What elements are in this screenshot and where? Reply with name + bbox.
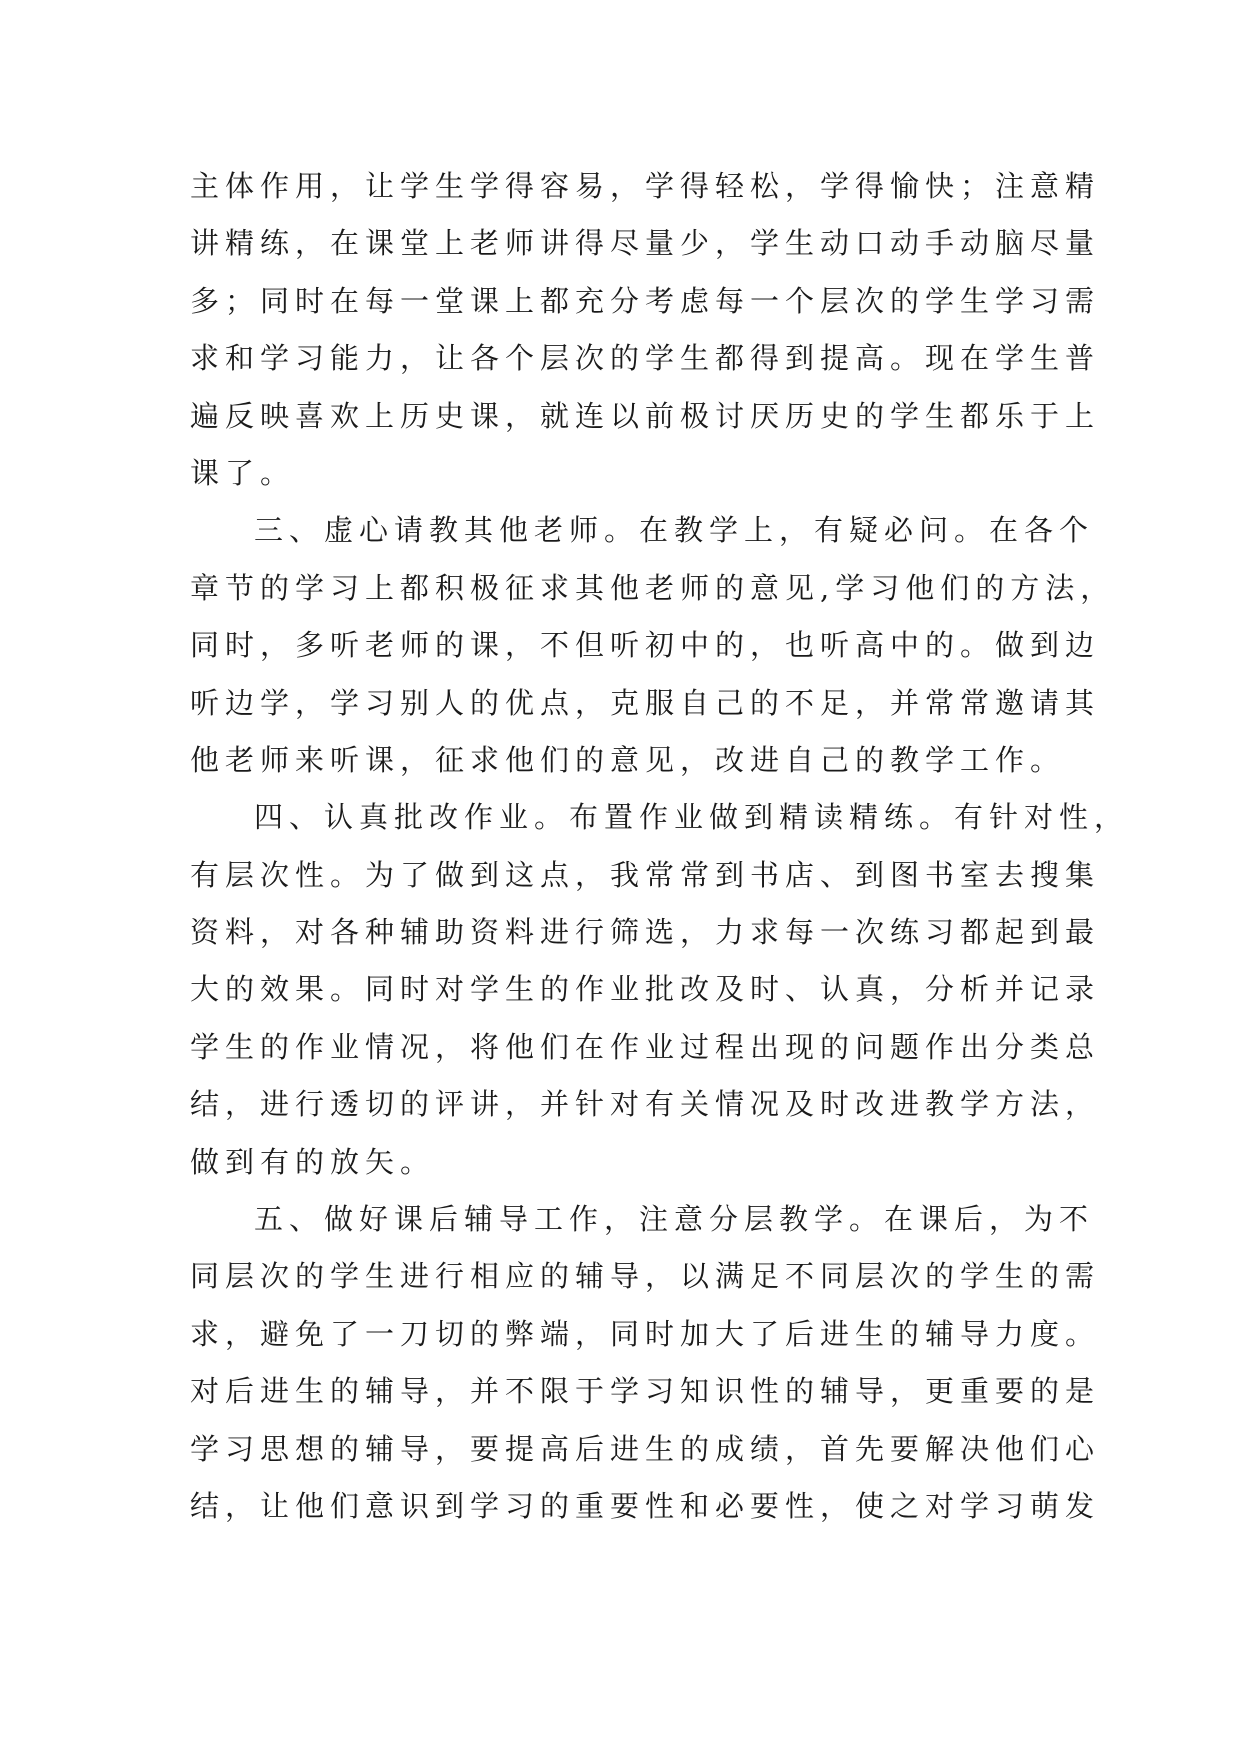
text-line: 结，让他们意识到学习的重要性和必要性，使之对学习萌发 [190, 1488, 1101, 1523]
text-line: 学习思想的辅导，要提高后进生的成绩，首先要解决他们心 [190, 1431, 1101, 1466]
text-line: 对后进生的辅导，并不限于学习知识性的辅导，更重要的是 [190, 1374, 1101, 1409]
text-line: 做到有的放矢。 [190, 1144, 436, 1179]
text-line: 遍反映喜欢上历史课，就连以前极讨厌历史的学生都乐于上 [190, 398, 1101, 433]
text-line: 他老师来听课，征求他们的意见，改进自己的教学工作。 [190, 742, 1066, 777]
text-line: 学生的作业情况，将他们在作业过程出现的问题作出分类总 [190, 1029, 1101, 1064]
text-line: 有层次性。为了做到这点，我常常到书店、到图书室去搜集 [190, 857, 1101, 892]
text-line: 结，进行透切的评讲，并针对有关情况及时改进教学方法， [190, 1087, 1101, 1122]
text-line: 听边学，学习别人的优点，克服自己的不足，并常常邀请其 [190, 685, 1101, 720]
text-line: 五、做好课后辅导工作，注意分层教学。在课后，为不 [254, 1202, 1095, 1237]
text-line: 大的效果。同时对学生的作业批改及时、认真，分析并记录 [190, 972, 1101, 1007]
text-line: 同层次的学生进行相应的辅导，以满足不同层次的学生的需 [190, 1259, 1101, 1294]
text-line: 章节的学习上都积极征求其他老师的意见,学习他们的方法， [190, 570, 1116, 605]
text-line: 多；同时在每一堂课上都充分考虑每一个层次的学生学习需 [190, 283, 1101, 318]
text-line: 三、虚心请教其他老师。在教学上，有疑必问。在各个 [254, 513, 1095, 548]
text-line: 求，避免了一刀切的弊端，同时加大了后进生的辅导力度。 [190, 1316, 1101, 1351]
text-line: 课了。 [190, 455, 296, 490]
text-line: 同时，多听老师的课，不但听初中的，也听高中的。做到边 [190, 628, 1101, 663]
text-line: 四、认真批改作业。布置作业做到精读精练。有针对性， [254, 800, 1130, 835]
text-line: 求和学习能力，让各个层次的学生都得到提高。现在学生普 [190, 341, 1101, 376]
text-line: 讲精练，在课堂上老师讲得尽量少，学生动口动手动脑尽量 [190, 226, 1101, 261]
text-line: 主体作用，让学生学得容易，学得轻松，学得愉快；注意精 [190, 169, 1101, 203]
text-line: 资料，对各种辅助资料进行筛选，力求每一次练习都起到最 [190, 915, 1101, 950]
document-body [190, 158, 1130, 1535]
